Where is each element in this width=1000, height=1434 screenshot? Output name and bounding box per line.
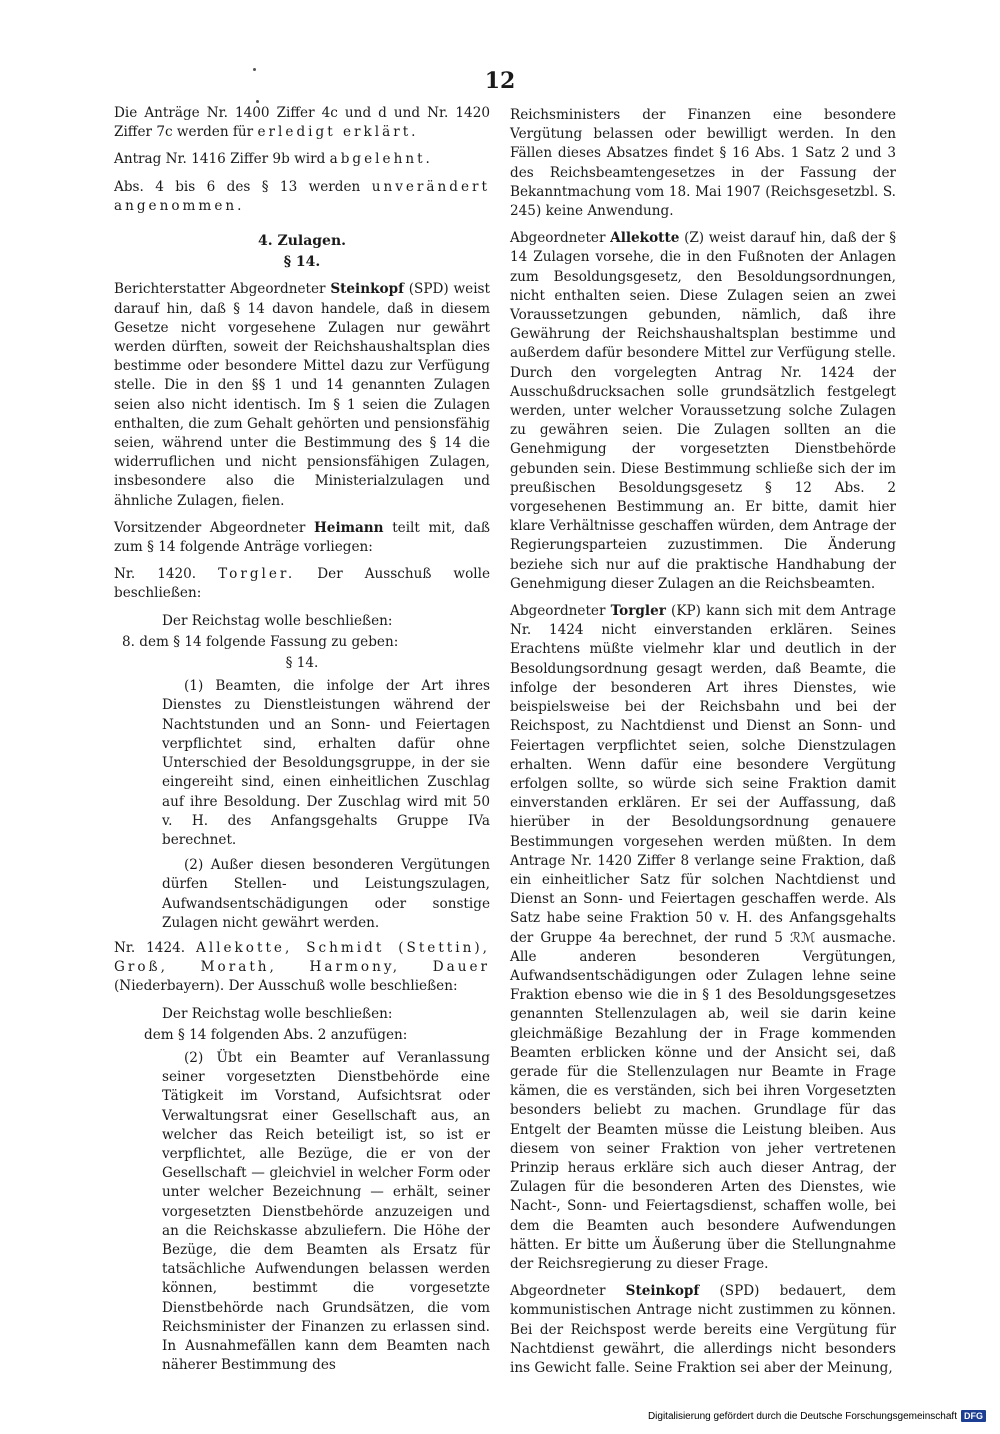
paragraph: Abgeordneter Torgler (KP) kann sich mit dem Antrage Nr. 1424 nicht einverstanden erklären. Seines Erachtens müßte vielmehr klar und deutlich in der Besoldungsordnung gesagt werden, daß Beamte, die infolge der besonderen Art ihres Dienstes, wie beispielsweise bei der Reichsbahn und bei der Reichspost, zu Nachtdienst und Dienst an Sonn- und Feiertagen verpflichtet seien, solche Dienstzulagen erhalten. Wenn dafür eine besondere Vergütung erfolgen sollte, so würde sich seine Fraktion damit einverstanden erklären. Er sei der Auffassung, daß hierüber in der Besoldungsordnung genauere Bestimmungen vorgesehen werden müßten. In dem Antrage Nr. 1420 Ziffer 8 verlange seine Fraktion, daß ein einheitlicher Satz für solchen Nachtdienst und Dienst an Sonn- und Feiertagen geschaffen werde. Als Satz habe seine Fraktion 50 v. H. des Anfangsgehalts der Gruppe 4a berechnet, der rund 5 ℛℳ ausmache. Alle anderen besonderen Vergütungen, Aufwandsentschädigungen oder Zulagen lehne seine Fraktion ebenso wie die in § 1 des Besoldungsgesetzes genannten Stellenzulagen ab, weil sie darin keine gleichmäßige Bezahlung der in Frage kommenden Beamten erblicken könne und der Ansicht sei, daß gerade für die Stellenzulagen nur Beamte in Frage kämen, die es verständen, sich bei ihren Vorgesetzten besonders beliebt zu machen. Grundlage für das Entgelt der Beamten müsse die Leistung bleiben. Aus diesem von seiner Fraktion von jeher vertretenen Prinzip heraus erkläre sich auch dieser Antrag, der Zulagen für die besonderen Arten des Dienstes, wie Nacht-, Sonn- und Feiertagsdienst, schaffen wolle, bei dem die Beamten auch besondere Aufwendungen hätten. Er bitte um Äußerung über die Stellungnahme der Reichsregierung zu dieser Frage.	[510, 603, 896, 1272]
paragraph: Vorsitzender Abgeordneter Heimann teilt mit, daß zum § 14 folgende Anträge vorliegen:	[114, 519, 491, 556]
paragraph: Antrag Nr. 1416 Ziffer 9b wird abgelehnt.	[114, 151, 433, 168]
paragraph-number: § 14.	[285, 655, 319, 672]
paragraph: Der Reichstag wolle beschließen:	[162, 612, 393, 629]
digitization-footer	[648, 1410, 986, 1422]
paragraph: dem § 14 folgenden Abs. 2 anzufügen:	[144, 1026, 408, 1043]
paragraph: Abs. 4 bis 6 des § 13 werden unverändert angenommen.	[114, 178, 490, 214]
paragraph: Nr. 1424. Allekotte, Schmidt (Stettin), Groß, Morath, Harmony, Dauer (Niederbayern). Der Ausschuß wolle beschließen:	[114, 939, 490, 995]
scan-speck	[253, 68, 256, 71]
quote-paragraph: (2) Übt ein Beamter auf Veranlassung seiner vorgesetzten Dienstbehörde eine Tätigkeit im Vorstand, Aufsichtsrat oder Verwaltungsrat einer Gesellschaft aus, an welcher das Reich beteiligt ist, so ist er verpflichtet, alle Bezüge, die er von der Gesellschaft — gleichviel in welcher Form oder unter welcher Bezeichnung — erhält, seiner vorgesetzten Dienstbehörde anzuzeigen und an die Reichskasse abzuliefern. Die Höhe der Bezüge, die dem Beamten als Ersatz für tatsächliche Aufwendungen belassen werden können, bestimmt die vorgesetzte Dienstbehörde nach Grundsätzen, die vom Reichsminister der Finanzen zu erlassen sind. In Ausnahmefällen kann dem Beamten nach näherer Bestimmung des	[162, 1049, 490, 1374]
right-column	[510, 106, 896, 1386]
section-paragraph-number: § 14.	[283, 254, 321, 271]
footer-credit: Digitalisierung gefördert durch die Deutsche Forschungsgemeinschaft	[647, 1410, 957, 1422]
paragraph: Abgeordneter Allekotte (Z) weist darauf hin, daß der § 14 Zulagen vorsehe, die in den Fußnoten der Anlagen zum Besoldungsgesetz, den Besoldungsordnungen, nicht enthalten seien. Diese Zulagen seien an zwei Voraussetzungen gebunden, nämlich, daß ihre Gewährung der Reichshaushaltsplan bestimme und außerdem dafür besondere Mittel zur Verfügung stelle. Durch den vorgelegten Antrag Nr. 1424 der Ausschußdrucksachen solle grundsätzlich festgelegt werden, unter welcher Voraussetzung solche Zulagen zu gewähren seien. Die Zulagen sollten an die Genehmigung der vorgesetzten Dienstbehörde gebunden sein. Diese Bestimmung schließe sich der im preußischen Besoldungsgesetz § 12 Abs. 2 vorgesehenen Bestimmung an. Er bitte, damit hier klare Verhältnisse geschaffen würden, dem Antrage der Regierungsparteien zuzustimmen. Die Änderung beziehe sich nur auf die praktische Handhabung der Genehmigung dieser Zulagen an die Reichsbeamten.	[510, 230, 896, 592]
paragraph: Der Reichstag wolle beschließen:	[162, 1005, 393, 1022]
page-number: 12	[484, 68, 516, 94]
section-heading: 4. Zulagen.	[257, 233, 347, 250]
scan-speck	[256, 100, 259, 103]
paragraph: Die Anträge Nr. 1400 Ziffer 4c und d und Nr. 1420 Ziffer 7c werden für erledigt erklärt.	[114, 105, 490, 141]
quoted-proposal	[114, 677, 490, 933]
left-column	[114, 104, 490, 1381]
paragraph: Berichterstatter Abgeordneter Steinkopf (SPD) weist darauf hin, daß § 14 davon handele, daß in diesem Gesetze nicht vorgesehene Zulagen nur gewährt werden dürften, soweit der Reichshaushaltsplan dies bestimme oder besondere Mittel dazu zur Verfügung stelle. Die in den §§ 1 und 14 genannten Zulagen seien also nicht identisch. Im § 1 seien die Zulagen enthalten, die zum Gehalt gehörten und pensionsfähig seien, während unter die Bestimmung des § 14 die widerruflichen und nicht pensionsfähigen Zulagen, insbesondere also die Ministerialzulagen und ähnliche Zulagen, fielen.	[114, 281, 490, 509]
paragraph: 8. dem § 14 folgende Fassung zu geben:	[122, 633, 399, 650]
dfg-logo: DFG	[961, 1410, 986, 1422]
paragraph: Reichsministers der Finanzen eine besondere Vergütung belassen oder bewilligt werden. In den Fällen dieses Absatzes findet § 16 Abs. 1 Satz 2 und 3 des Reichsbeamtengesetzes in der Fassung der Bekanntmachung vom 18. Mai 1907 (Reichsgesetzbl. S. 245) keine Anwendung.	[510, 107, 896, 220]
paragraph: Abgeordneter Steinkopf (SPD) bedauert, dem kommunistischen Antrage nicht zustimmen zu können. Bei der Reichspost werde bereits eine Vergütung für Nachtdienst gewährt, die allerdings nicht besonders ins Gewicht falle. Seine Fraktion sei aber der Meinung,	[510, 1283, 897, 1376]
quote-paragraph: (2) Außer diesen besonderen Vergütungen dürfen Stellen- und Leistungszulagen, Aufwandsentschädigungen oder sonstige Zulagen nicht gewährt werden.	[162, 857, 490, 931]
quoted-proposal	[114, 1049, 490, 1375]
paragraph: Nr. 1420. Torgler. Der Ausschuß wolle beschließen:	[114, 566, 490, 602]
quote-paragraph: (1) Beamten, die infolge der Art ihres Dienstes zu Dienstleistungen während der Nachtstunden und an Sonn- und Feiertagen verpflichtet sind, erhalten dafür ohne Unterschied der Besoldungsgruppe, in der sie eingereiht sind, einen einheitlichen Zuschlag auf ihre Besoldung. Der Zuschlag wird mit 50 v. H. des Anfangsgehalts Gruppe IVa berechnet.	[162, 678, 490, 848]
